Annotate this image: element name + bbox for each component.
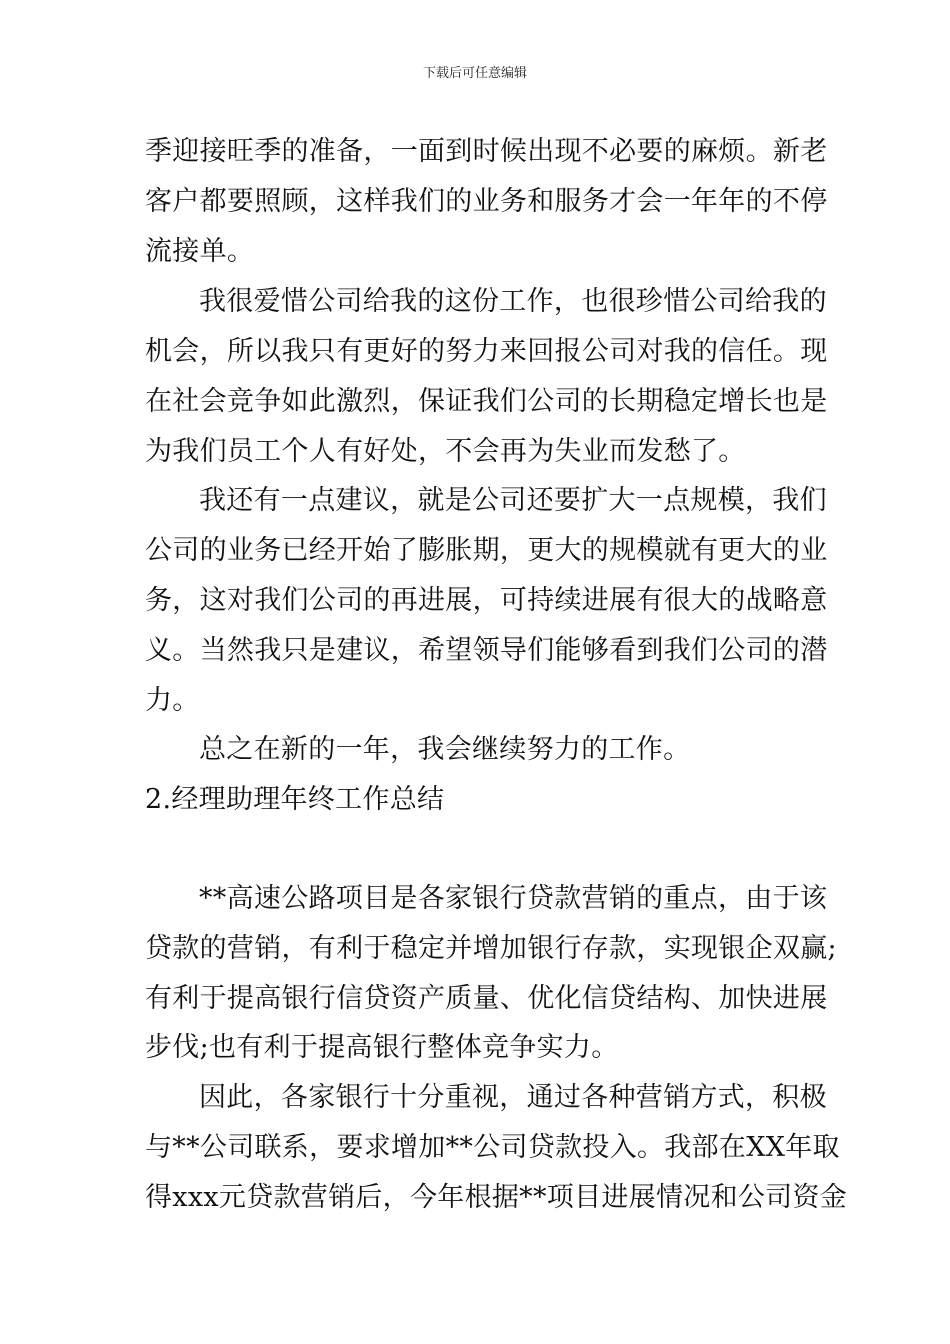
body-line: **高速公路项目是各家银行贷款营销的重点，由于该 <box>199 883 828 914</box>
page-header: 下载后可任意编辑 <box>422 66 527 81</box>
body-line: 得xxx元贷款营销后，今年根据**项目进展情况和公司资金 <box>145 1182 848 1213</box>
body-line: 客户都要照顾，这样我们的业务和服务才会一年年的不停 <box>145 186 828 217</box>
body-line: 流接单。 <box>145 236 255 267</box>
body-line: 义。当然我只是建议，希望领导们能够看到我们公司的潜 <box>145 635 828 666</box>
body-line: 为我们员工个人有好处，不会再为失业而发愁了。 <box>145 436 746 467</box>
body-line: 力。 <box>145 685 200 716</box>
body-line: 在社会竞争如此激烈，保证我们公司的长期稳定增长也是 <box>145 386 828 417</box>
body-line: 步伐;也有利于提高银行整体竞争实力。 <box>145 1032 619 1063</box>
body-line: 因此，各家银行十分重视，通过各种营销方式，积极 <box>199 1082 827 1113</box>
body-line: 务，这对我们公司的再进展，可持续进展有很大的战略意 <box>145 585 828 616</box>
body-line: 我很爱惜公司给我的这份工作，也很珍惜公司给我的 <box>199 286 827 317</box>
body-line: 公司的业务已经开始了膨胀期，更大的规模就有更大的业 <box>145 535 828 566</box>
body-line: 机会，所以我只有更好的努力来回报公司对我的信任。现 <box>145 336 828 367</box>
body-line: 有利于提高银行信贷资产质量、优化信贷结构、加快进展 <box>145 983 828 1014</box>
body-line: 与**公司联系，要求增加**公司贷款投入。我部在XX年取 <box>145 1132 840 1163</box>
body-line: 我还有一点建议，就是公司还要扩大一点规模，我们 <box>199 485 827 516</box>
body-line: 贷款的营销，有利于稳定并增加银行存款，实现银企双赢; <box>145 933 837 964</box>
body-line: 季迎接旺季的准备，一面到时候出现不必要的麻烦。新老 <box>145 136 828 167</box>
body-line: 总之在新的一年，我会继续努力的工作。 <box>199 734 691 765</box>
section-heading: 2.经理助理年终工作总结 <box>145 784 445 815</box>
